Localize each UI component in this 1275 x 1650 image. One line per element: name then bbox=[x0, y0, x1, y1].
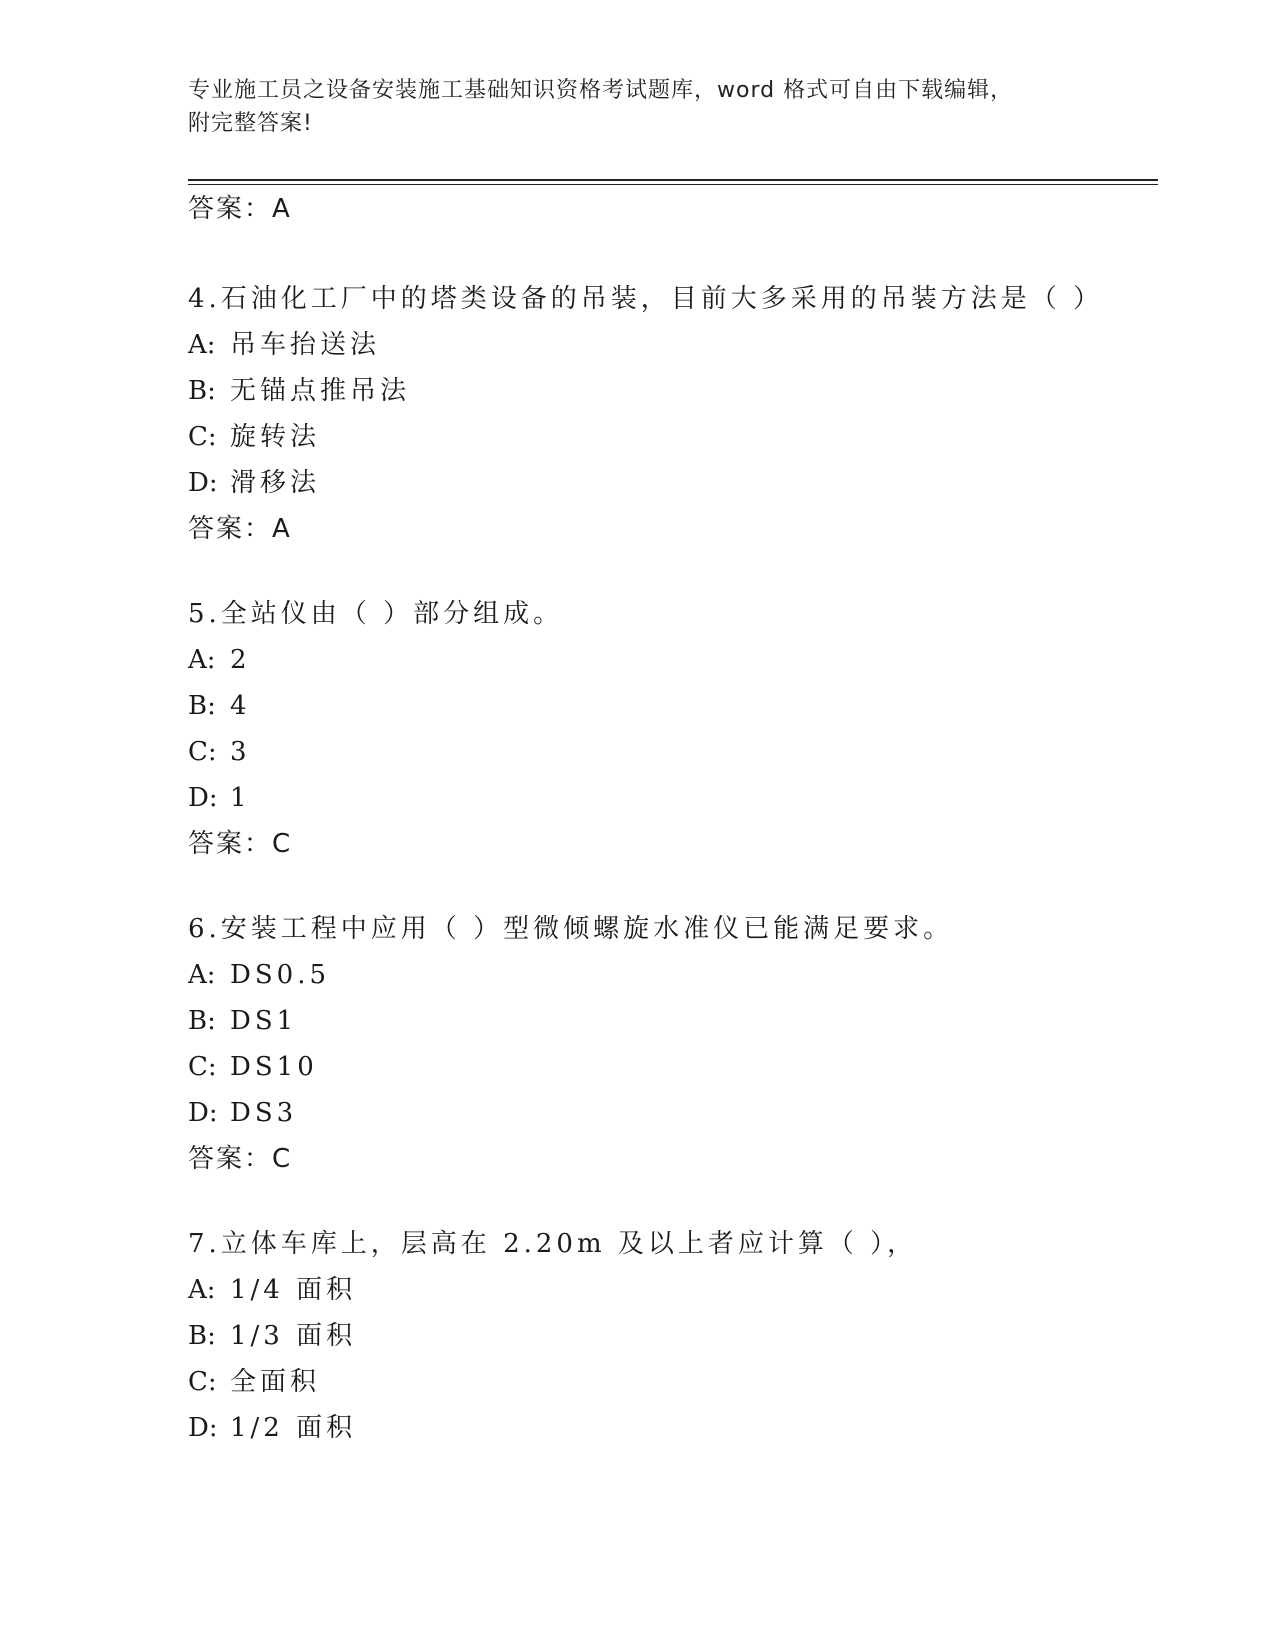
option-letter: B: bbox=[188, 376, 216, 406]
option-text: 1 bbox=[230, 783, 251, 813]
option-text: 2 bbox=[230, 645, 251, 675]
option-letter: A: bbox=[188, 960, 216, 990]
option-text: 旋转法 bbox=[230, 422, 321, 452]
option-d bbox=[188, 1090, 1148, 1136]
option-d bbox=[188, 1405, 1148, 1451]
option-text: 无锚点推吊法 bbox=[230, 376, 411, 406]
option-c bbox=[188, 1044, 1148, 1090]
option-letter: A: bbox=[188, 330, 216, 360]
answer-label: 答案：C bbox=[188, 829, 293, 859]
option-text: 1/2 面积 bbox=[230, 1413, 357, 1443]
option-text: 全面积 bbox=[230, 1367, 321, 1397]
option-letter: B: bbox=[188, 691, 216, 721]
answer-label: 答案：A bbox=[188, 194, 292, 224]
answer-label: 答案：C bbox=[188, 1144, 293, 1174]
option-letter: D: bbox=[188, 1413, 218, 1443]
option-letter: A: bbox=[188, 645, 216, 675]
header-divider-thin bbox=[188, 184, 1158, 185]
previous-answer-block bbox=[188, 186, 1148, 232]
option-text: 3 bbox=[230, 737, 251, 767]
option-letter: C: bbox=[188, 737, 217, 767]
question-text: 7.立体车库上，层高在 2.20m 及以上者应计算（ ）， bbox=[188, 1229, 918, 1259]
option-text: 1/3 面积 bbox=[230, 1321, 357, 1351]
option-b bbox=[188, 998, 1148, 1044]
option-letter: C: bbox=[188, 1367, 217, 1397]
header-divider-thick bbox=[188, 179, 1158, 181]
option-text: DS0.5 bbox=[230, 960, 331, 990]
option-c bbox=[188, 729, 1148, 775]
document-header bbox=[188, 74, 1088, 140]
option-text: 吊车抬送法 bbox=[230, 330, 381, 360]
option-text: 1/4 面积 bbox=[230, 1275, 357, 1305]
option-letter: D: bbox=[188, 1098, 218, 1128]
question-text: 6.安装工程中应用（ ）型微倾螺旋水准仪已能满足要求。 bbox=[188, 914, 954, 944]
option-a bbox=[188, 322, 1148, 368]
question-4 bbox=[188, 276, 1148, 552]
option-text: DS3 bbox=[230, 1098, 298, 1128]
option-a bbox=[188, 637, 1148, 683]
option-letter: C: bbox=[188, 422, 217, 452]
option-text: 滑移法 bbox=[230, 468, 321, 498]
option-c bbox=[188, 414, 1148, 460]
option-letter: D: bbox=[188, 468, 218, 498]
question-text: 4.石油化工厂中的塔类设备的吊装，目前大多采用的吊装方法是（ ） bbox=[188, 284, 1104, 314]
option-d bbox=[188, 775, 1148, 821]
option-letter: A: bbox=[188, 1275, 216, 1305]
header-line-2: 附完整答案! bbox=[188, 111, 313, 136]
option-letter: D: bbox=[188, 783, 218, 813]
option-d bbox=[188, 460, 1148, 506]
option-letter: B: bbox=[188, 1321, 216, 1351]
option-text: DS10 bbox=[230, 1052, 318, 1082]
question-5 bbox=[188, 591, 1148, 867]
question-text: 5.全站仪由（ ）部分组成。 bbox=[188, 599, 564, 629]
option-text: 4 bbox=[230, 691, 251, 721]
answer-label: 答案：A bbox=[188, 514, 292, 544]
header-line-1: 专业施工员之设备安装施工基础知识资格考试题库，word 格式可自由下载编辑， bbox=[188, 78, 1014, 103]
option-text: DS1 bbox=[230, 1006, 298, 1036]
option-c bbox=[188, 1359, 1148, 1405]
question-6 bbox=[188, 906, 1148, 1182]
option-a bbox=[188, 1267, 1148, 1313]
option-b bbox=[188, 368, 1148, 414]
question-7 bbox=[188, 1221, 1148, 1451]
option-a bbox=[188, 952, 1148, 998]
option-letter: C: bbox=[188, 1052, 217, 1082]
option-letter: B: bbox=[188, 1006, 216, 1036]
option-b bbox=[188, 683, 1148, 729]
option-b bbox=[188, 1313, 1148, 1359]
